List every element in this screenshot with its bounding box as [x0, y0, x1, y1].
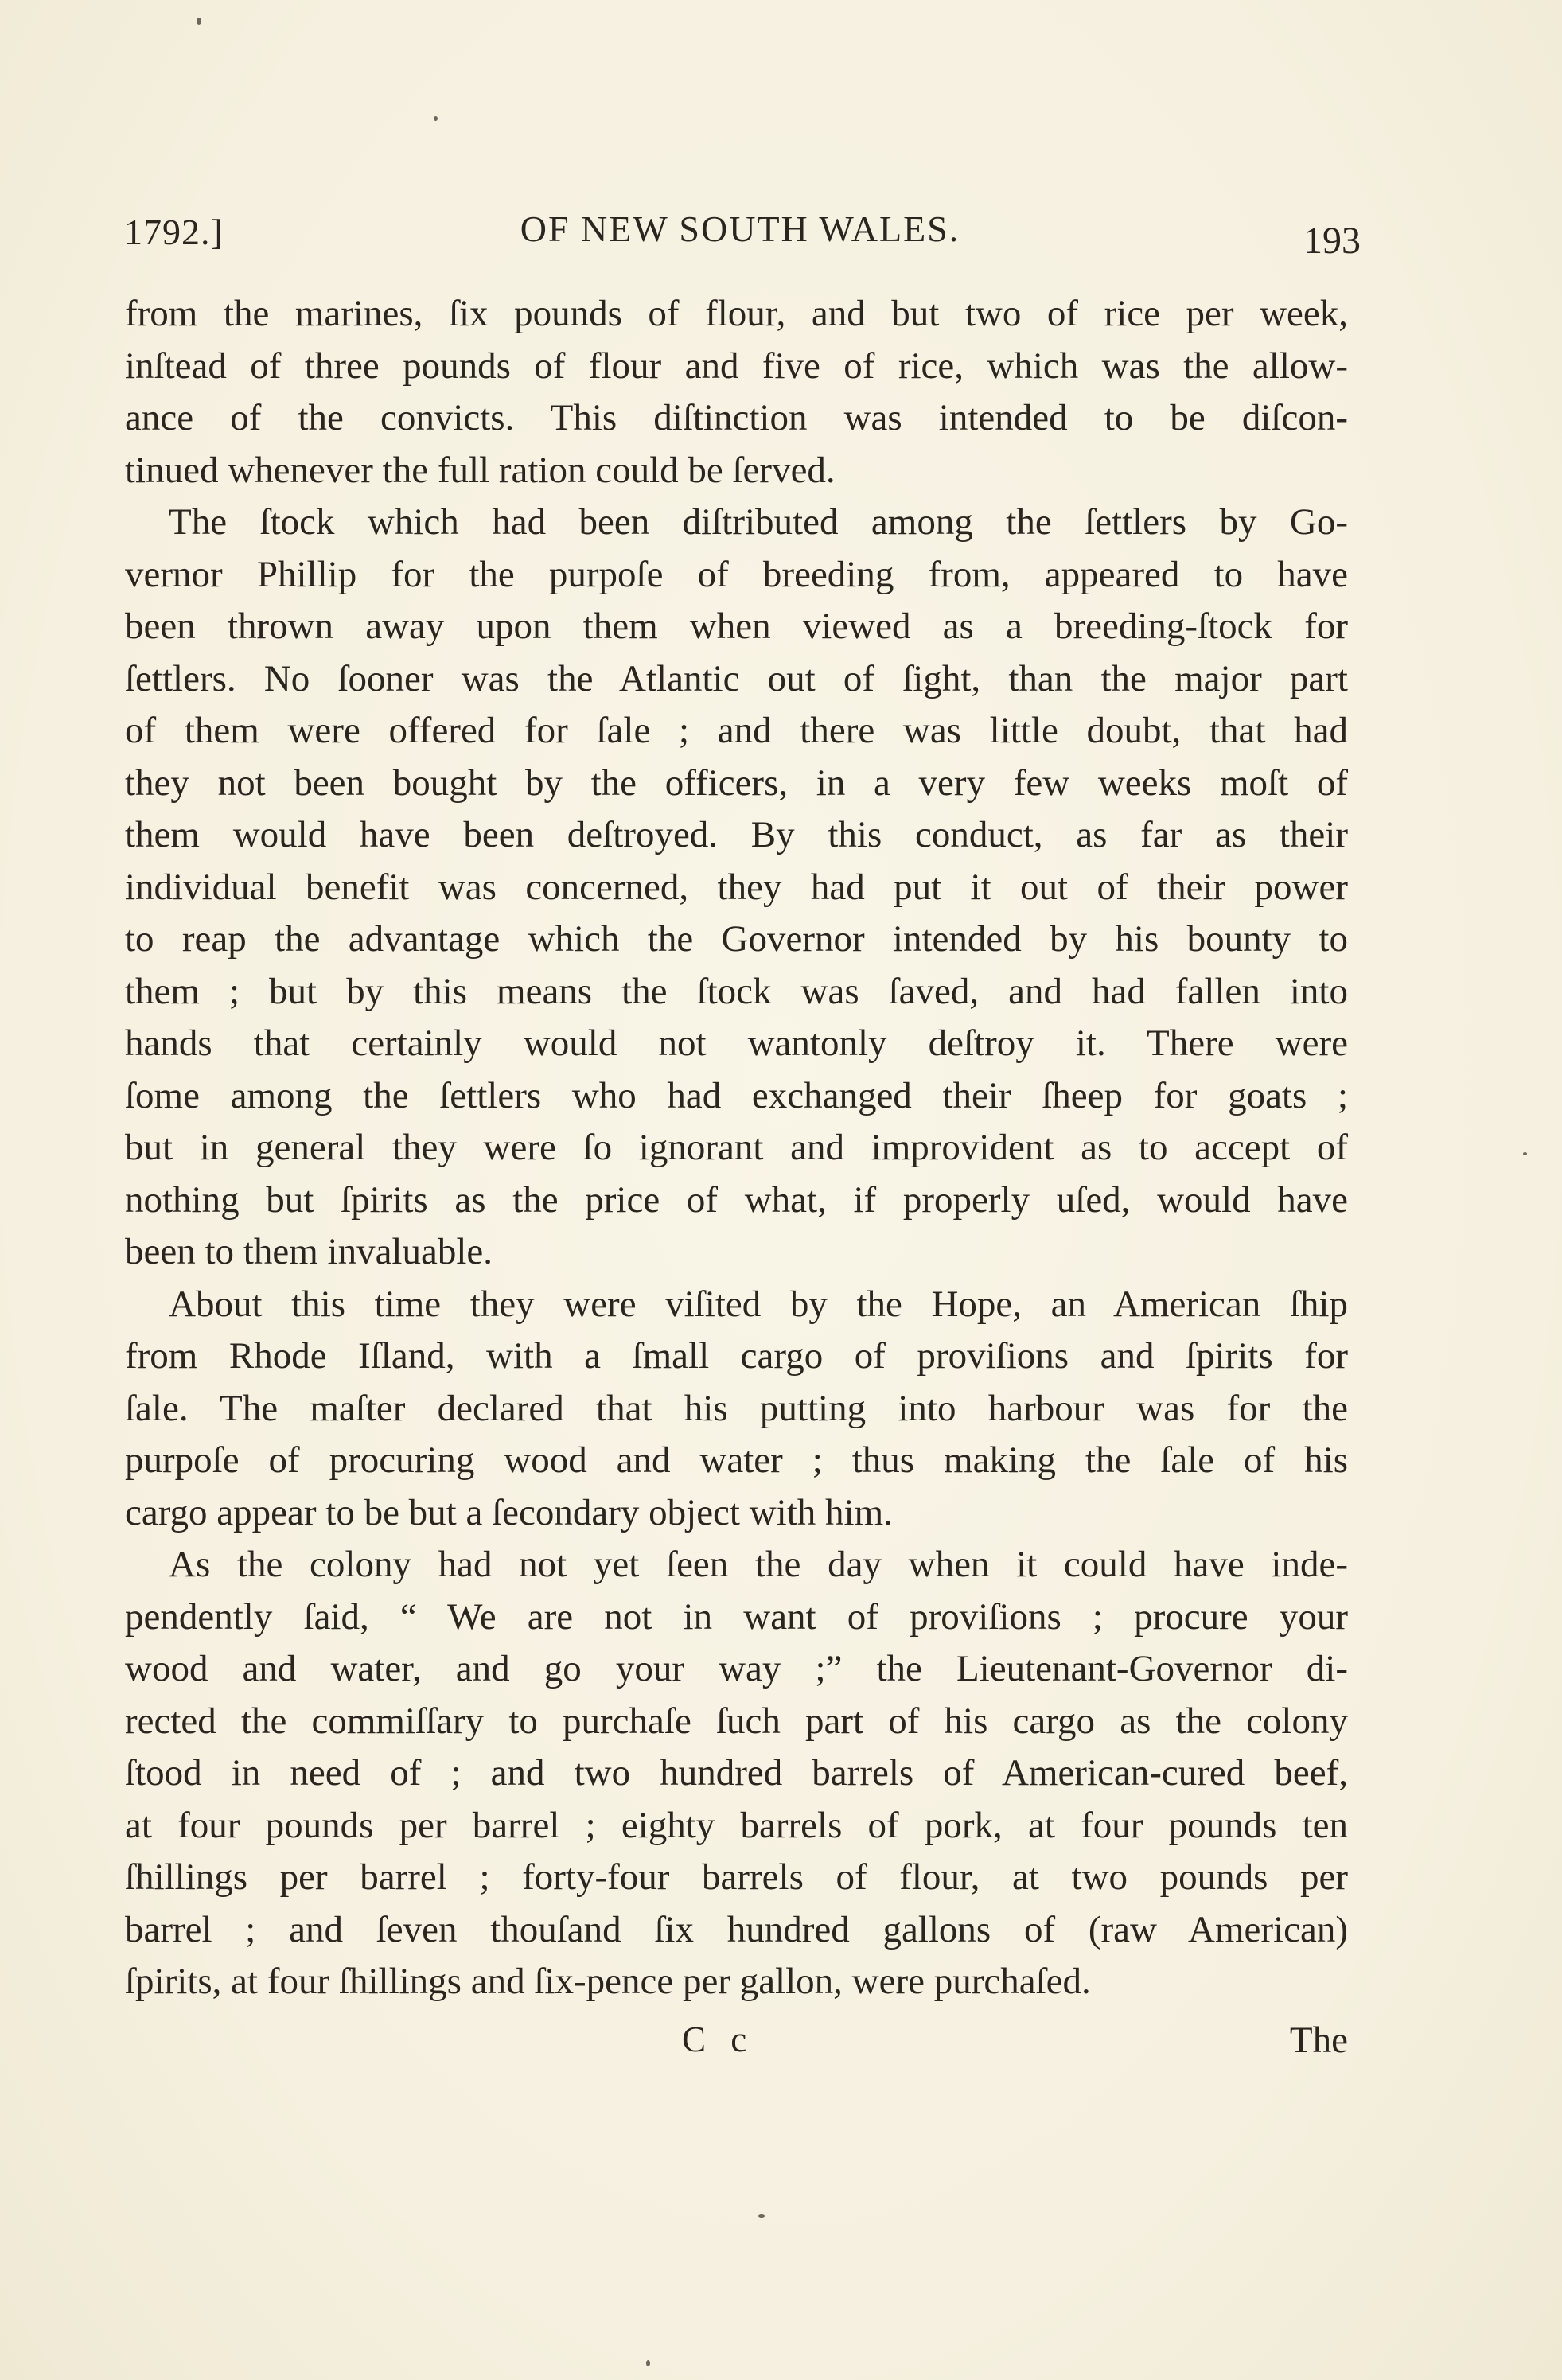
text-line: nothing but ſpirits as the price of what, if properly uſed, would have [125, 1178, 1348, 1221]
text-line: at four pounds per barrel ; eighty barrels of pork, at four pounds ten [125, 1804, 1348, 1846]
text-line: ſhillings per barrel ; forty-four barrels of flour, at two pounds per [125, 1856, 1348, 1898]
text-line: been thrown away upon them when viewed as a breeding-ſtock for [125, 606, 1348, 647]
text-line: purpoſe of procuring wood and water ; thus making the ſale of his [125, 1439, 1348, 1481]
text-line: inſtead of three pounds of flour and five of rice, which was the allow- [125, 345, 1348, 387]
text-line: barrel ; and ſeven thouſand ſix hundred gallons of (raw American) [125, 1908, 1348, 1950]
paper-speck [434, 116, 438, 121]
text-line: from the marines, ſix pounds of flour, and but two of rice per week, [125, 293, 1348, 334]
text-line: they not been bought by the officers, in a very few weeks moſt of [125, 762, 1348, 804]
text-line: wood and water, and go your way ;” the Lieutenant-Governor di- [125, 1648, 1348, 1689]
text-line: been to them invaluable. [125, 1231, 493, 1272]
page-number: 193 [1303, 220, 1361, 262]
text-line: ſtood in need of ; and two hundred barrels of American-cured beef, [125, 1752, 1348, 1794]
running-head [119, 203, 1361, 262]
body-text [125, 288, 1348, 2008]
text-line: tinued whenever the full ration could be ſerved. [125, 449, 836, 491]
text-line: hands that certainly would not wantonly deſtroy it. There were [125, 1023, 1348, 1064]
text-line: ſome among the ſettlers who had exchanged their ſheep for goats ; [125, 1074, 1348, 1116]
text-line: cargo appear to be but a ſecondary object with him. [125, 1491, 893, 1533]
text-line: pendently ſaid, “ We are not in want of proviſions ; procure your [125, 1595, 1348, 1638]
text-line: ance of the convicts. This diſtinction was intended to be diſcon- [125, 397, 1348, 438]
running-head-year: 1792.] [124, 212, 224, 252]
text-line: from Rhode Iſland, with a ſmall cargo of proviſions and ſpirits for [125, 1335, 1348, 1377]
text-line: rected the commiſſary to purchaſe ſuch part of his cargo as the colony [125, 1700, 1348, 1742]
paper-speck [646, 2360, 650, 2366]
running-head-title: OF NEW SOUTH WALES. [520, 208, 960, 249]
text-line: ſale. The maſter declared that his putting into harbour was for the [125, 1387, 1348, 1429]
text-line: ſettlers. No ſooner was the Atlantic out of ſight, than the major part [125, 657, 1348, 699]
text-line: of them were offered for ſale ; and there was little doubt, that had [125, 710, 1348, 751]
text-line: vernor Phillip for the purpoſe of breeding from, appeared to have [125, 553, 1348, 595]
text-line: but in general they were ſo ignorant and improvident as to accept of [125, 1127, 1348, 1168]
signature-mark: C c [682, 2020, 755, 2059]
paragraph-start-line: About this time they were viſited by the Hope, an American ſhip [169, 1283, 1348, 1325]
paper-speck [758, 2214, 765, 2218]
text-line: to reap the advantage which the Governor intended by his bounty to [125, 918, 1348, 960]
paper-speck [197, 18, 201, 25]
paragraph-start-line: As the colony had not yet ſeen the day when it could have inde- [169, 1544, 1348, 1585]
catchword: The [1289, 2020, 1348, 2061]
text-line: them ; but by this means the ſtock was ſaved, and had fallen into [125, 970, 1348, 1012]
page-footer [125, 2019, 1348, 2074]
text-line: individual benefit was concerned, they had put it out of their power [125, 866, 1348, 908]
paragraph-start-line: The ſtock which had been diſtributed among the ſettlers by Go- [169, 501, 1348, 543]
text-line: ſpirits, at four ſhillings and ſix-pence per gallon, were purchaſed. [125, 1961, 1091, 2002]
text-line: them would have been deſtroyed. By this conduct, as far as their [125, 814, 1348, 855]
paper-speck [1523, 1152, 1527, 1155]
